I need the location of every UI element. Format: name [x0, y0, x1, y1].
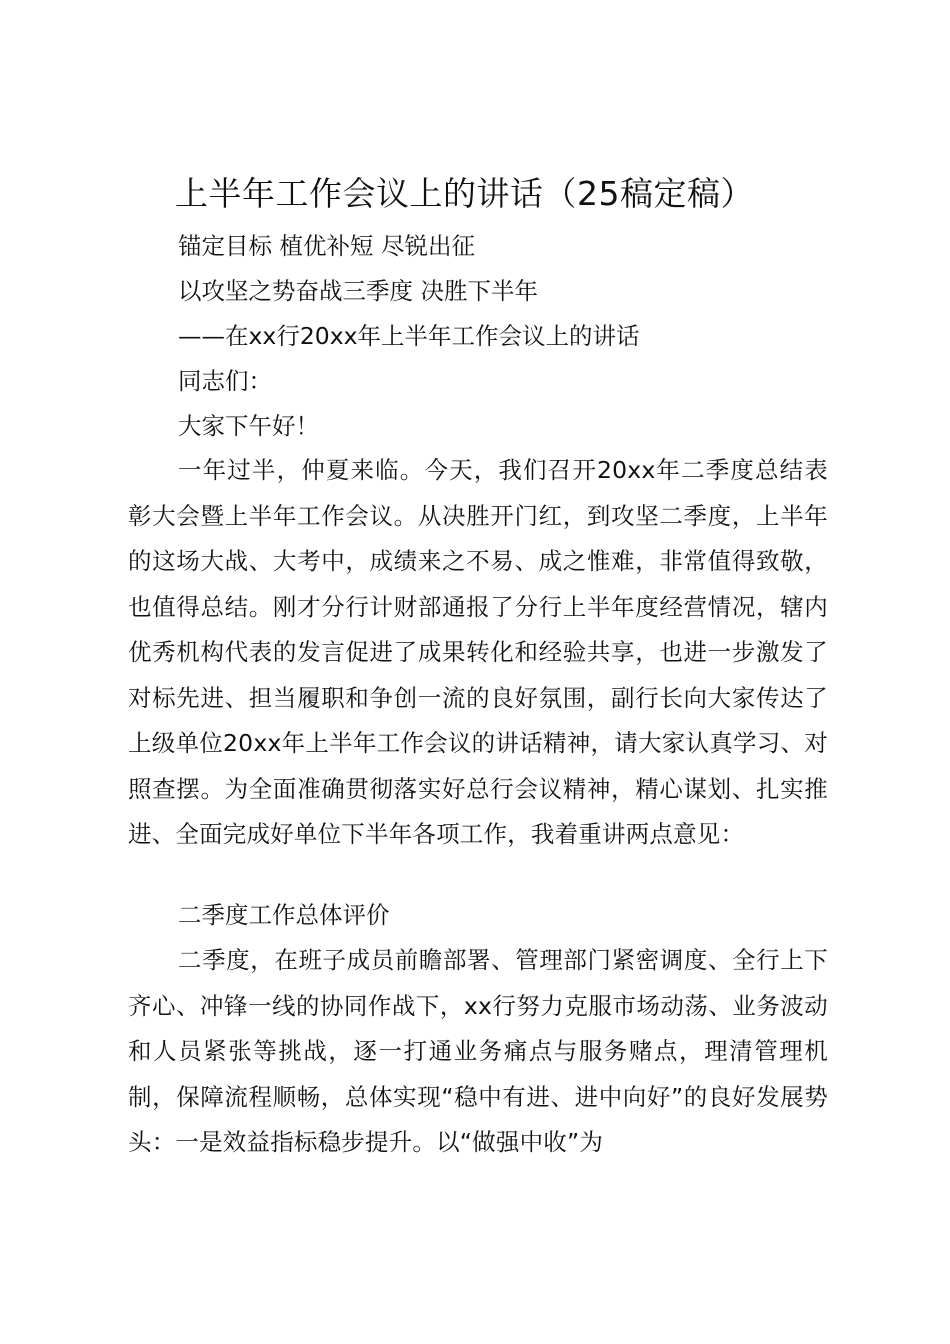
subtitle-line-1: 锚定目标 植优补短 尽锐出征 — [178, 232, 475, 260]
document-title: 上半年工作会议上的讲话（25稿定稿） — [175, 174, 754, 213]
subtitle-line-2: 以攻坚之势奋战三季度 决胜下半年 — [178, 277, 538, 305]
subtitle-line-3: ——在xx行20xx年上半年工作会议上的讲话 — [178, 322, 640, 350]
body-paragraph-2: 二季度，在班子成员前瞻部署、管理部门紧密调度、全行上下齐心、冲锋一线的协同作战下，xx行努力克服市场动荡、业务波动和人员紧张等挑战，逐一打通业务痛点与服务赌点，理清管理机制，保障流程顺畅，总体实现“稳中有进、进中向好”的良好发展势头：一是效益指标稳步提升。以“做强中收”为 — [128, 946, 828, 1156]
section-heading: 二季度工作总体评价 — [178, 901, 390, 929]
greeting: 大家下午好！ — [178, 412, 319, 440]
body-paragraph-1: 一年过半，仲夏来临。今天，我们召开20xx年二季度总结表彰大会暨上半年工作会议。从决胜开门红，到攻坚二季度，上半年的这场大战、大考中，成绩来之不易、成之惟难，非常值得致敬，也值得总结。刚才分行计财部通报了分行上半年度经营情况，辖内优秀机构代表的发言促进了成果转化和经验共享，也进一步激发了对标先进、担当履职和争创一流的良好氛围，副行长向大家传达了上级单位20xx年上半年工作会议的讲话精神，请大家认真学习、对照查摆。为全面准确贯彻落实好总行会议精神，精心谋划、扎实推进、全面完成好单位下半年各项工作，我着重讲两点意见： — [128, 456, 828, 848]
salutation: 同志们： — [178, 367, 272, 395]
